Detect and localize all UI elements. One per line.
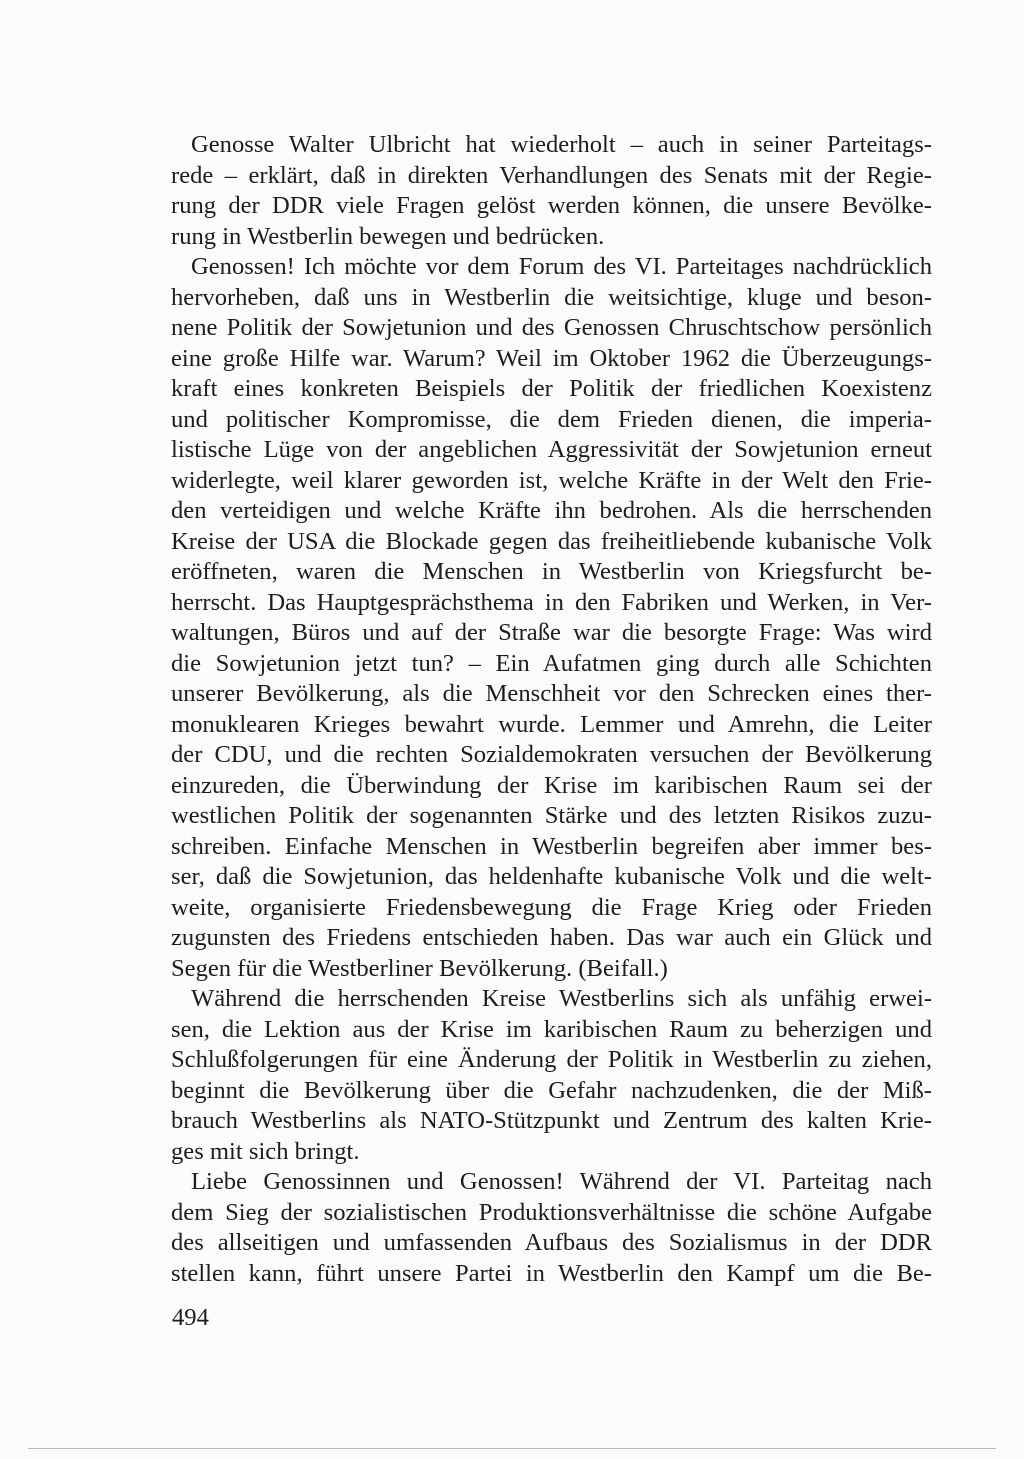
text-line: monuklearen Krieges bewahrt wurde. Lemmer und Amrehn, die Leiter: [171, 710, 932, 738]
text-line: widerlegte, weil klarer geworden ist, welche Kräfte in der Welt den Frie-: [171, 466, 932, 494]
text-line: Während die herrschenden Kreise Westberlins sich als unfähig erwei-: [191, 985, 932, 1012]
paragraph: [171, 130, 932, 252]
text-line: zugunsten des Friedens entschieden haben. Das war auch ein Glück und: [171, 924, 932, 951]
text-line: und politischer Kompromisse, die dem Frieden dienen, die imperia-: [171, 405, 932, 433]
text-line: stellen kann, führt unsere Partei in Westberlin den Kampf um die Be-: [171, 1259, 932, 1287]
text-line: der CDU, und die rechten Sozialdemokraten versuchen der Bevölkerung: [171, 741, 932, 768]
text-line: schreiben. Einfache Menschen in Westberlin begreifen aber immer bes-: [171, 832, 932, 860]
text-line: dem Sieg der sozialistischen Produktionsverhältnisse die schöne Aufgabe: [171, 1198, 932, 1226]
paragraph: [171, 1167, 932, 1289]
text-line: herrscht. Das Hauptgesprächsthema in den Fabriken und Werken, in Ver-: [171, 588, 932, 616]
text-line: sen, die Lektion aus der Krise im karibischen Raum zu beherzigen und: [171, 1015, 932, 1043]
text-line: brauch Westberlins als NATO-Stützpunkt und Zentrum des kalten Krie-: [171, 1107, 932, 1134]
text-line: Genosse Walter Ulbricht hat wiederholt – auch in seiner Parteitags-: [191, 131, 932, 158]
text-line: Liebe Genossinnen und Genossen! Während der VI. Parteitag nach: [191, 1168, 932, 1195]
text-line: unserer Bevölkerung, als die Menschheit vor den Schrecken eines ther-: [171, 680, 932, 707]
text-line: waltungen, Büros und auf der Straße war die besorgte Frage: Was wird: [171, 619, 932, 646]
text-line: eine große Hilfe war. Warum? Weil im Oktober 1962 die Überzeugungs-: [171, 344, 932, 372]
text-line: Schlußfolgerungen für eine Änderung der Politik in Westberlin zu ziehen,: [171, 1046, 932, 1073]
text-line: des allseitigen und umfassenden Aufbaus des Sozialismus in der DDR: [171, 1229, 932, 1256]
text-line: ges mit sich bringt.: [171, 1137, 360, 1165]
text-line: listische Lüge von der angeblichen Aggressivität der Sowjetunion erneut: [171, 436, 932, 463]
text-line: hervorheben, daß uns in Westberlin die weitsichtige, kluge und beson-: [171, 283, 932, 311]
text-line: kraft eines konkreten Beispiels der Politik der friedlichen Koexistenz: [171, 375, 932, 402]
text-line: beginnt die Bevölkerung über die Gefahr nachzudenken, die der Miß-: [171, 1076, 932, 1104]
text-line: den verteidigen und welche Kräfte ihn bedrohen. Als die herrschenden: [171, 497, 932, 524]
text-line: eröffneten, waren die Menschen in Westberlin von Kriegsfurcht be-: [171, 558, 932, 585]
text-line: westlichen Politik der sogenannten Stärke und des letzten Risikos zuzu-: [171, 802, 932, 829]
text-line: Segen für die Westberliner Bevölkerung. (Beifall.): [171, 954, 668, 982]
text-line: nene Politik der Sowjetunion und des Genossen Chruschtschow persönlich: [171, 314, 932, 341]
text-line: Genossen! Ich möchte vor dem Forum des VI. Parteitages nachdrücklich: [191, 253, 932, 280]
paragraph: [171, 984, 932, 1167]
paragraph: [171, 252, 932, 984]
text-line: die Sowjetunion jetzt tun? – Ein Aufatmen ging durch alle Schichten: [171, 649, 932, 677]
text-line: rung der DDR viele Fragen gelöst werden können, die unsere Bevölke-: [171, 192, 932, 219]
document-body: [171, 130, 932, 1289]
page-edge-rule: [28, 1448, 996, 1449]
text-line: rung in Westberlin bewegen und bedrücken.: [171, 222, 605, 250]
text-line: weite, organisierte Friedensbewegung die Frage Krieg oder Frieden: [171, 893, 932, 921]
page-number: 494: [172, 1304, 209, 1331]
text-line: einzureden, die Überwindung der Krise im karibischen Raum sei der: [171, 771, 932, 799]
text-line: Kreise der USA die Blockade gegen das freiheitliebende kubanische Volk: [171, 527, 932, 555]
text-line: rede – erklärt, daß in direkten Verhandlungen des Senats mit der Regie-: [171, 161, 932, 189]
text-line: ser, daß die Sowjetunion, das heldenhafte kubanische Volk und die welt-: [171, 863, 932, 890]
